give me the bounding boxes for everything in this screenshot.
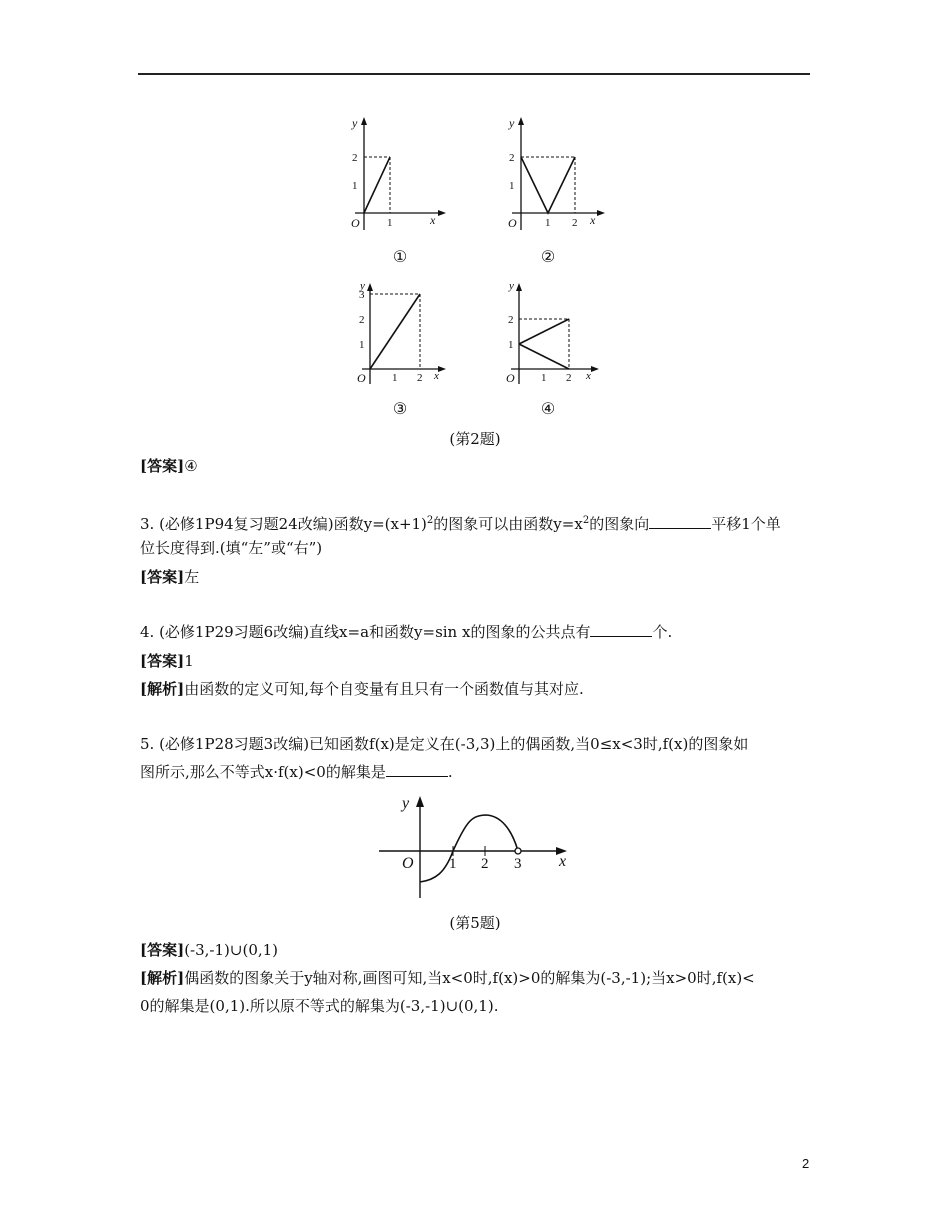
q4-answer [140, 649, 194, 673]
tick-x-1: 1 [392, 372, 398, 384]
answer-label: [答案] [140, 568, 185, 586]
graph-1 [340, 110, 450, 235]
header-rule [138, 73, 810, 75]
q5-analysis-line1 [140, 966, 755, 990]
figure-caption-q5: (第5题) [449, 914, 501, 932]
analysis-label: [解析] [140, 680, 185, 698]
answer-text: 1 [184, 652, 194, 670]
y-axis-label: y [509, 280, 514, 292]
q5-answer [140, 938, 278, 962]
y-axis-label: y [509, 116, 515, 130]
x-axis-label: x [559, 853, 567, 870]
answer-text: ④ [184, 457, 198, 475]
q5-text-line1: 5. (必修1P28习题3改编)已知函数f(x)是定义在(-3,3)上的偶函数,当0≤x<3时,f(x)的图象如 [140, 735, 749, 753]
x-axis-label: x [586, 370, 591, 382]
graph-1-line [364, 157, 390, 213]
tick-x-2: 2 [572, 217, 578, 229]
x-axis-label: x [590, 213, 596, 227]
y-axis-label: y [352, 116, 358, 130]
q4-text: 4. (必修1P29习题6改编)直线x=a和函数y=sin x的图象的公共点有 个. [140, 623, 673, 641]
tick-y-1: 1 [359, 339, 365, 351]
analysis-text: 由函数的定义可知,每个自变量有且只有一个函数值与其对应. [184, 680, 584, 698]
graph-3-line [370, 294, 420, 369]
answer-text: (-3,-1)∪(0,1) [184, 941, 279, 959]
q5-analysis-line2: 0的解集是(0,1).所以原不等式的解集为(-3,-1)∪(0,1). [140, 997, 499, 1015]
q4-analysis [140, 677, 584, 701]
origin-label: O [506, 371, 515, 385]
answer-text: 左 [184, 568, 200, 586]
q5-curve [420, 815, 518, 882]
graph-4-line-upper [519, 319, 569, 344]
answer-blank [386, 761, 448, 777]
tick-x-1: 1 [545, 217, 551, 229]
origin-label: O [357, 371, 366, 385]
x-axis-label: x [430, 213, 436, 227]
graph-q5 [375, 788, 580, 900]
tick-x-1: 1 [387, 217, 393, 229]
origin-label: O [402, 855, 414, 872]
graph-3 [348, 276, 453, 388]
graph-2-line [521, 157, 575, 213]
answer-label: [答案] [140, 941, 185, 959]
origin-label: O [508, 216, 517, 230]
answer-blank [649, 513, 711, 529]
tick-y-3: 3 [359, 289, 365, 301]
tick-y-2: 2 [359, 314, 365, 326]
tick-x-3: 3 [514, 856, 522, 872]
y-axis-label: y [360, 280, 365, 292]
graph-4-label: ④ [540, 399, 556, 418]
tick-x-2: 2 [417, 372, 423, 384]
tick-y-2: 2 [509, 152, 515, 164]
tick-y-2: 2 [352, 152, 358, 164]
page-number: 2 [802, 1156, 810, 1171]
tick-x-1: 1 [449, 856, 457, 872]
analysis-text: 偶函数的图象关于y轴对称,画图可知,当x<0时,f(x)>0的解集为(-3,-1);当x>0时,f(x)< [184, 969, 755, 987]
q3-text-line1: 3. (必修1P94复习题24改编)函数$y=(x+1)^2$的图象可以由函数$y=x^2$的图象向 平移1个单 [140, 515, 781, 533]
figure-caption-q2: (第2题) [449, 430, 501, 448]
y-axis-label: y [402, 795, 410, 812]
tick-y-1: 1 [352, 180, 358, 192]
q3-text-line2: 位长度得到.(填“左”或“右”) [140, 539, 323, 557]
tick-x-2: 2 [566, 372, 572, 384]
q5-text-line2: 图所示,那么不等式x·f(x)<0的解集是 . [140, 763, 453, 781]
tick-x-1: 1 [541, 372, 547, 384]
graph-2-label: ② [540, 247, 556, 266]
answer-blank [590, 621, 652, 637]
graph-2 [497, 110, 612, 235]
graph-4-line-lower [519, 344, 569, 369]
tick-y-1: 1 [509, 180, 515, 192]
analysis-label: [解析] [140, 969, 185, 987]
graph-4 [497, 276, 607, 388]
q3-answer [140, 565, 199, 589]
origin-label: O [351, 216, 360, 230]
answer-label: [答案] [140, 652, 185, 670]
answer-label: [答案] [140, 457, 185, 475]
x-axis-label: x [434, 370, 439, 382]
tick-y-1: 1 [508, 339, 514, 351]
tick-x-2: 2 [481, 856, 489, 872]
graph-3-label: ③ [392, 399, 408, 418]
q5-open-endpoint [515, 848, 521, 854]
tick-y-2: 2 [508, 314, 514, 326]
graph-1-label: ① [392, 247, 408, 266]
q2-answer [140, 454, 198, 478]
